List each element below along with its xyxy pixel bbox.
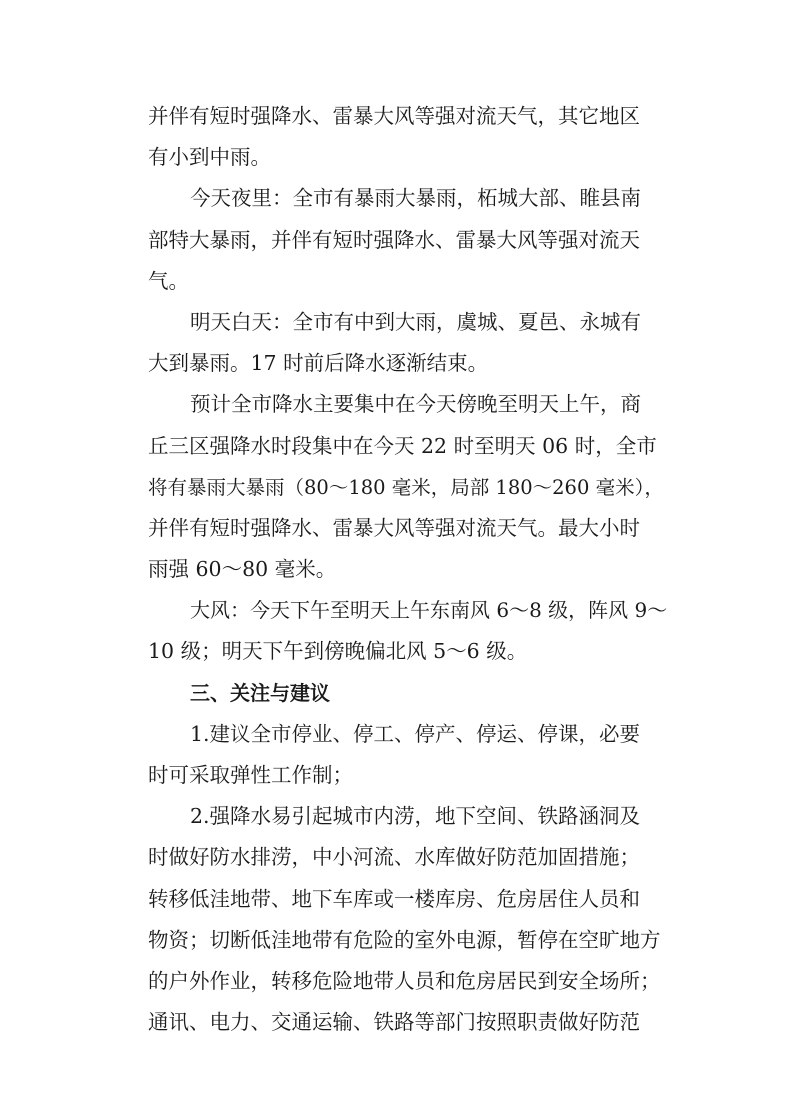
text-line: 雨强 60～80 毫米。 (148, 557, 337, 582)
text-line: 并伴有短时强降水、雷暴大风等强对流天气，其它地区 (148, 104, 640, 128)
document-body (148, 96, 672, 1043)
text-line: 的户外作业，转移危险地带人员和危房居民到安全场所； (148, 968, 661, 993)
text-line: 时可采取弹性工作制； (148, 763, 353, 787)
suggestion-item-1: 1.建议全市停业、停工、停产、停运、停课，必要 (190, 721, 641, 746)
text-line: 气。 (148, 268, 189, 293)
text-line: 转移低洼地带、地下车库或一楼库房、危房居住人员和 (148, 886, 640, 911)
suggestion-item-2: 2.强降水易引起城市内涝，地下空间、铁路涵洞及 (190, 804, 641, 829)
text-line: 10 级；明天下午到傍晚偏北风 5～6 级。 (148, 639, 528, 664)
section-heading-suggestions: 三、关注与建议 (190, 680, 330, 705)
text-line: 通讯、电力、交通运输、铁路等部门按照职责做好防范 (148, 1010, 640, 1035)
text-line: 将有暴雨大暴雨（80～180 毫米，局部 180～260 毫米）， (148, 475, 664, 499)
paragraph-tomorrow-day: 明天白天：全市有中到大雨，虞城、夏邑、永城有 (190, 309, 641, 334)
paragraph-wind: 大风：今天下午至明天上午东南风 6～8 级，阵风 9～ (190, 598, 668, 623)
text-line: 大到暴雨。17 时前后降水逐渐结束。 (148, 351, 489, 376)
text-line: 时做好防水排涝，中小河流、水库做好防范加固措施； (148, 845, 640, 870)
text-line: 有小到中雨。 (148, 145, 271, 170)
paragraph-forecast: 预计全市降水主要集中在今天傍晚至明天上午，商 (190, 392, 641, 417)
text-line: 丘三区强降水时段集中在今天 22 时至明天 06 时，全市 (148, 433, 657, 458)
text-line: 并伴有短时强降水、雷暴大风等强对流天气。最大小时 (148, 515, 640, 540)
text-line: 部特大暴雨，并伴有短时强降水、雷暴大风等强对流天 (148, 227, 640, 252)
text-line: 物资；切断低洼地带有危险的室外电源，暂停在空旷地方 (148, 927, 661, 952)
paragraph-tonight: 今天夜里：全市有暴雨大暴雨，柘城大部、睢县南 (190, 186, 641, 211)
